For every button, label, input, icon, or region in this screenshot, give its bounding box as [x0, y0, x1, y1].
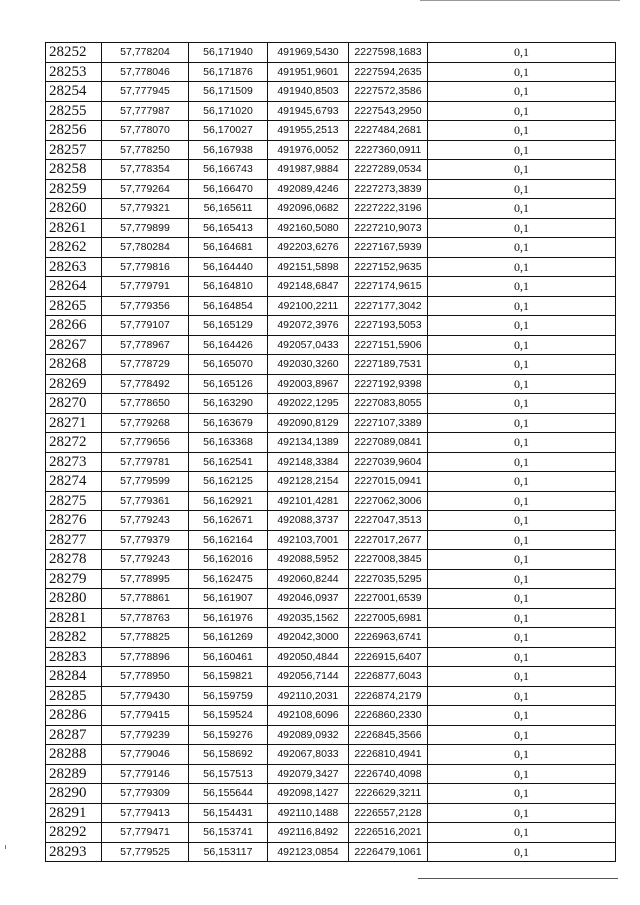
point-number-cell: 28292	[46, 823, 102, 843]
value-cell: 0,1	[428, 745, 616, 765]
x-coordinate-cell: 492079,3427	[268, 764, 349, 784]
point-number-cell: 28280	[46, 589, 102, 609]
point-number-cell: 28265	[46, 296, 102, 316]
latitude-cell: 57,779107	[102, 316, 189, 336]
y-coordinate-cell: 2227005,6981	[349, 608, 428, 628]
longitude-cell: 56,163290	[189, 394, 268, 414]
value-cell: 0,1	[428, 140, 616, 160]
top-rule	[420, 0, 620, 1]
y-coordinate-cell: 2227273,3839	[349, 179, 428, 199]
y-coordinate-cell: 2226860,2330	[349, 706, 428, 726]
y-coordinate-cell: 2226479,1061	[349, 842, 428, 862]
y-coordinate-cell: 2226915,6407	[349, 647, 428, 667]
longitude-cell: 56,164854	[189, 296, 268, 316]
table-row	[46, 394, 616, 414]
x-coordinate-cell: 491955,2513	[268, 121, 349, 141]
x-coordinate-cell: 492203,6276	[268, 238, 349, 258]
table-row	[46, 218, 616, 238]
table-row	[46, 335, 616, 355]
value-cell: 0,1	[428, 335, 616, 355]
latitude-cell: 57,779239	[102, 725, 189, 745]
value-cell: 0,1	[428, 218, 616, 238]
latitude-cell: 57,779146	[102, 764, 189, 784]
latitude-cell: 57,779781	[102, 452, 189, 472]
table-row	[46, 647, 616, 667]
x-coordinate-cell: 492072,3976	[268, 316, 349, 336]
point-number-cell: 28272	[46, 433, 102, 453]
longitude-cell: 56,166470	[189, 179, 268, 199]
latitude-cell: 57,780284	[102, 238, 189, 258]
table-row	[46, 62, 616, 82]
value-cell: 0,1	[428, 355, 616, 375]
latitude-cell: 57,778825	[102, 628, 189, 648]
latitude-cell: 57,779361	[102, 491, 189, 511]
table-row	[46, 413, 616, 433]
table-row	[46, 511, 616, 531]
value-cell: 0,1	[428, 394, 616, 414]
table-row	[46, 550, 616, 570]
x-coordinate-cell: 492088,5952	[268, 550, 349, 570]
longitude-cell: 56,165413	[189, 218, 268, 238]
longitude-cell: 56,162475	[189, 569, 268, 589]
y-coordinate-cell: 2226740,4098	[349, 764, 428, 784]
x-coordinate-cell: 492057,0433	[268, 335, 349, 355]
x-coordinate-cell: 492046,0937	[268, 589, 349, 609]
latitude-cell: 57,778250	[102, 140, 189, 160]
y-coordinate-cell: 2227047,3513	[349, 511, 428, 531]
table-row	[46, 472, 616, 492]
x-coordinate-cell: 492148,3384	[268, 452, 349, 472]
x-coordinate-cell: 492160,5080	[268, 218, 349, 238]
point-number-cell: 28257	[46, 140, 102, 160]
latitude-cell: 57,779046	[102, 745, 189, 765]
point-number-cell: 28254	[46, 82, 102, 102]
longitude-cell: 56,162125	[189, 472, 268, 492]
y-coordinate-cell: 2227152,9635	[349, 257, 428, 277]
y-coordinate-cell: 2227360,0911	[349, 140, 428, 160]
longitude-cell: 56,163679	[189, 413, 268, 433]
longitude-cell: 56,157513	[189, 764, 268, 784]
table-row	[46, 257, 616, 277]
y-coordinate-cell: 2227001,6539	[349, 589, 428, 609]
x-coordinate-cell: 491976,0052	[268, 140, 349, 160]
latitude-cell: 57,779413	[102, 803, 189, 823]
y-coordinate-cell: 2227177,3042	[349, 296, 428, 316]
latitude-cell: 57,779243	[102, 511, 189, 531]
table-row	[46, 589, 616, 609]
y-coordinate-cell: 2227484,2681	[349, 121, 428, 141]
point-number-cell: 28266	[46, 316, 102, 336]
longitude-cell: 56,170027	[189, 121, 268, 141]
value-cell: 0,1	[428, 316, 616, 336]
point-number-cell: 28278	[46, 550, 102, 570]
value-cell: 0,1	[428, 257, 616, 277]
table-row	[46, 238, 616, 258]
latitude-cell: 57,778763	[102, 608, 189, 628]
x-coordinate-cell: 492103,7001	[268, 530, 349, 550]
value-cell: 0,1	[428, 121, 616, 141]
coordinates-table	[45, 42, 616, 862]
value-cell: 0,1	[428, 667, 616, 687]
longitude-cell: 56,158692	[189, 745, 268, 765]
value-cell: 0,1	[428, 803, 616, 823]
value-cell: 0,1	[428, 82, 616, 102]
y-coordinate-cell: 2227289,0534	[349, 160, 428, 180]
longitude-cell: 56,159759	[189, 686, 268, 706]
point-number-cell: 28273	[46, 452, 102, 472]
table-row	[46, 296, 616, 316]
table-row	[46, 199, 616, 219]
latitude-cell: 57,779264	[102, 179, 189, 199]
value-cell: 0,1	[428, 784, 616, 804]
latitude-cell: 57,779309	[102, 784, 189, 804]
value-cell: 0,1	[428, 823, 616, 843]
latitude-cell: 57,778070	[102, 121, 189, 141]
latitude-cell: 57,779321	[102, 199, 189, 219]
longitude-cell: 56,162671	[189, 511, 268, 531]
table-row	[46, 686, 616, 706]
value-cell: 0,1	[428, 296, 616, 316]
y-coordinate-cell: 2226874,2179	[349, 686, 428, 706]
value-cell: 0,1	[428, 764, 616, 784]
latitude-cell: 57,779899	[102, 218, 189, 238]
latitude-cell: 57,778995	[102, 569, 189, 589]
y-coordinate-cell: 2227594,2635	[349, 62, 428, 82]
x-coordinate-cell: 492060,8244	[268, 569, 349, 589]
latitude-cell: 57,779656	[102, 433, 189, 453]
point-number-cell: 28290	[46, 784, 102, 804]
point-number-cell: 28268	[46, 355, 102, 375]
y-coordinate-cell: 2227192,9398	[349, 374, 428, 394]
latitude-cell: 57,779379	[102, 530, 189, 550]
latitude-cell: 57,779430	[102, 686, 189, 706]
point-number-cell: 28276	[46, 511, 102, 531]
x-coordinate-cell: 492128,2154	[268, 472, 349, 492]
point-number-cell: 28260	[46, 199, 102, 219]
point-number-cell: 28282	[46, 628, 102, 648]
y-coordinate-cell: 2227083,8055	[349, 394, 428, 414]
latitude-cell: 57,778896	[102, 647, 189, 667]
point-number-cell: 28283	[46, 647, 102, 667]
table-row	[46, 745, 616, 765]
margin-mark	[5, 845, 6, 849]
latitude-cell: 57,779356	[102, 296, 189, 316]
value-cell: 0,1	[428, 179, 616, 199]
table-row	[46, 160, 616, 180]
longitude-cell: 56,159821	[189, 667, 268, 687]
longitude-cell: 56,167938	[189, 140, 268, 160]
table-row	[46, 842, 616, 862]
y-coordinate-cell: 2227222,3196	[349, 199, 428, 219]
longitude-cell: 56,164810	[189, 277, 268, 297]
longitude-cell: 56,165126	[189, 374, 268, 394]
longitude-cell: 56,160461	[189, 647, 268, 667]
y-coordinate-cell: 2227174,9615	[349, 277, 428, 297]
table-row	[46, 784, 616, 804]
latitude-cell: 57,777987	[102, 101, 189, 121]
point-number-cell: 28293	[46, 842, 102, 862]
longitude-cell: 56,166743	[189, 160, 268, 180]
x-coordinate-cell: 491969,5430	[268, 43, 349, 63]
point-number-cell: 28274	[46, 472, 102, 492]
point-number-cell: 28284	[46, 667, 102, 687]
point-number-cell: 28267	[46, 335, 102, 355]
longitude-cell: 56,161976	[189, 608, 268, 628]
x-coordinate-cell: 492089,4246	[268, 179, 349, 199]
point-number-cell: 28271	[46, 413, 102, 433]
point-number-cell: 28285	[46, 686, 102, 706]
value-cell: 0,1	[428, 101, 616, 121]
table-row	[46, 82, 616, 102]
point-number-cell: 28264	[46, 277, 102, 297]
x-coordinate-cell: 492096,0682	[268, 199, 349, 219]
table-row	[46, 316, 616, 336]
latitude-cell: 57,779243	[102, 550, 189, 570]
y-coordinate-cell: 2226629,3211	[349, 784, 428, 804]
point-number-cell: 28291	[46, 803, 102, 823]
value-cell: 0,1	[428, 511, 616, 531]
value-cell: 0,1	[428, 569, 616, 589]
y-coordinate-cell: 2227598,1683	[349, 43, 428, 63]
latitude-cell: 57,779415	[102, 706, 189, 726]
value-cell: 0,1	[428, 238, 616, 258]
longitude-cell: 56,161907	[189, 589, 268, 609]
longitude-cell: 56,159276	[189, 725, 268, 745]
x-coordinate-cell: 492035,1562	[268, 608, 349, 628]
y-coordinate-cell: 2226810,4941	[349, 745, 428, 765]
longitude-cell: 56,153117	[189, 842, 268, 862]
longitude-cell: 56,171876	[189, 62, 268, 82]
table-row	[46, 725, 616, 745]
x-coordinate-cell: 492098,1427	[268, 784, 349, 804]
x-coordinate-cell: 492101,4281	[268, 491, 349, 511]
x-coordinate-cell: 491987,9884	[268, 160, 349, 180]
y-coordinate-cell: 2227015,0941	[349, 472, 428, 492]
longitude-cell: 56,154431	[189, 803, 268, 823]
table-row	[46, 608, 616, 628]
y-coordinate-cell: 2227039,9604	[349, 452, 428, 472]
y-coordinate-cell: 2227572,3586	[349, 82, 428, 102]
longitude-cell: 56,162164	[189, 530, 268, 550]
point-number-cell: 28275	[46, 491, 102, 511]
longitude-cell: 56,165070	[189, 355, 268, 375]
longitude-cell: 56,164426	[189, 335, 268, 355]
x-coordinate-cell: 492110,2031	[268, 686, 349, 706]
x-coordinate-cell: 492108,6096	[268, 706, 349, 726]
x-coordinate-cell: 491951,9601	[268, 62, 349, 82]
y-coordinate-cell: 2227167,5939	[349, 238, 428, 258]
x-coordinate-cell: 492003,8967	[268, 374, 349, 394]
longitude-cell: 56,155644	[189, 784, 268, 804]
value-cell: 0,1	[428, 277, 616, 297]
table-row	[46, 667, 616, 687]
y-coordinate-cell: 2227062,3006	[349, 491, 428, 511]
table-body	[46, 43, 616, 862]
point-number-cell: 28263	[46, 257, 102, 277]
y-coordinate-cell: 2227008,3845	[349, 550, 428, 570]
y-coordinate-cell: 2227035,5295	[349, 569, 428, 589]
x-coordinate-cell: 492030,3260	[268, 355, 349, 375]
value-cell: 0,1	[428, 472, 616, 492]
table-row	[46, 101, 616, 121]
table-row	[46, 530, 616, 550]
y-coordinate-cell: 2227151,5906	[349, 335, 428, 355]
table-row	[46, 433, 616, 453]
point-number-cell: 28261	[46, 218, 102, 238]
y-coordinate-cell: 2227189,7531	[349, 355, 428, 375]
value-cell: 0,1	[428, 589, 616, 609]
longitude-cell: 56,162016	[189, 550, 268, 570]
latitude-cell: 57,779268	[102, 413, 189, 433]
x-coordinate-cell: 492116,8492	[268, 823, 349, 843]
value-cell: 0,1	[428, 608, 616, 628]
point-number-cell: 28255	[46, 101, 102, 121]
point-number-cell: 28258	[46, 160, 102, 180]
value-cell: 0,1	[428, 413, 616, 433]
point-number-cell: 28279	[46, 569, 102, 589]
x-coordinate-cell: 492088,3737	[268, 511, 349, 531]
latitude-cell: 57,778650	[102, 394, 189, 414]
point-number-cell: 28287	[46, 725, 102, 745]
point-number-cell: 28270	[46, 394, 102, 414]
x-coordinate-cell: 492123,0854	[268, 842, 349, 862]
value-cell: 0,1	[428, 550, 616, 570]
point-number-cell: 28281	[46, 608, 102, 628]
value-cell: 0,1	[428, 452, 616, 472]
x-coordinate-cell: 492022,1295	[268, 394, 349, 414]
value-cell: 0,1	[428, 725, 616, 745]
y-coordinate-cell: 2226516,2021	[349, 823, 428, 843]
value-cell: 0,1	[428, 628, 616, 648]
y-coordinate-cell: 2226877,6043	[349, 667, 428, 687]
latitude-cell: 57,778046	[102, 62, 189, 82]
longitude-cell: 56,153741	[189, 823, 268, 843]
latitude-cell: 57,779525	[102, 842, 189, 862]
point-number-cell: 28259	[46, 179, 102, 199]
x-coordinate-cell: 492067,8033	[268, 745, 349, 765]
value-cell: 0,1	[428, 433, 616, 453]
point-number-cell: 28269	[46, 374, 102, 394]
x-coordinate-cell: 492134,1389	[268, 433, 349, 453]
latitude-cell: 57,779471	[102, 823, 189, 843]
latitude-cell: 57,778861	[102, 589, 189, 609]
x-coordinate-cell: 492089,0932	[268, 725, 349, 745]
latitude-cell: 57,778354	[102, 160, 189, 180]
value-cell: 0,1	[428, 43, 616, 63]
latitude-cell: 57,778950	[102, 667, 189, 687]
table-row	[46, 43, 616, 63]
longitude-cell: 56,165129	[189, 316, 268, 336]
value-cell: 0,1	[428, 374, 616, 394]
y-coordinate-cell: 2226557,2128	[349, 803, 428, 823]
point-number-cell: 28252	[46, 43, 102, 63]
x-coordinate-cell: 492110,1488	[268, 803, 349, 823]
value-cell: 0,1	[428, 62, 616, 82]
longitude-cell: 56,163368	[189, 433, 268, 453]
table-row	[46, 628, 616, 648]
x-coordinate-cell: 492050,4844	[268, 647, 349, 667]
y-coordinate-cell: 2227193,5053	[349, 316, 428, 336]
table-row	[46, 491, 616, 511]
value-cell: 0,1	[428, 530, 616, 550]
longitude-cell: 56,171940	[189, 43, 268, 63]
table-row	[46, 277, 616, 297]
value-cell: 0,1	[428, 491, 616, 511]
table-row	[46, 374, 616, 394]
y-coordinate-cell: 2226845,3566	[349, 725, 428, 745]
point-number-cell: 28256	[46, 121, 102, 141]
longitude-cell: 56,164440	[189, 257, 268, 277]
x-coordinate-cell: 492148,6847	[268, 277, 349, 297]
longitude-cell: 56,164681	[189, 238, 268, 258]
point-number-cell: 28253	[46, 62, 102, 82]
point-number-cell: 28277	[46, 530, 102, 550]
value-cell: 0,1	[428, 647, 616, 667]
y-coordinate-cell: 2227017,2677	[349, 530, 428, 550]
x-coordinate-cell: 492090,8129	[268, 413, 349, 433]
x-coordinate-cell: 491940,8503	[268, 82, 349, 102]
table-row	[46, 355, 616, 375]
latitude-cell: 57,777945	[102, 82, 189, 102]
longitude-cell: 56,162921	[189, 491, 268, 511]
value-cell: 0,1	[428, 842, 616, 862]
longitude-cell: 56,171509	[189, 82, 268, 102]
table-row	[46, 121, 616, 141]
latitude-cell: 57,778967	[102, 335, 189, 355]
point-number-cell: 28289	[46, 764, 102, 784]
y-coordinate-cell: 2227107,3389	[349, 413, 428, 433]
longitude-cell: 56,159524	[189, 706, 268, 726]
x-coordinate-cell: 492042,3000	[268, 628, 349, 648]
latitude-cell: 57,779791	[102, 277, 189, 297]
table-row	[46, 764, 616, 784]
y-coordinate-cell: 2227089,0841	[349, 433, 428, 453]
table-row	[46, 706, 616, 726]
value-cell: 0,1	[428, 199, 616, 219]
x-coordinate-cell: 492100,2211	[268, 296, 349, 316]
table-row	[46, 823, 616, 843]
point-number-cell: 28262	[46, 238, 102, 258]
longitude-cell: 56,161269	[189, 628, 268, 648]
longitude-cell: 56,171020	[189, 101, 268, 121]
x-coordinate-cell: 492151,5898	[268, 257, 349, 277]
table-row	[46, 140, 616, 160]
table-row	[46, 179, 616, 199]
value-cell: 0,1	[428, 706, 616, 726]
longitude-cell: 56,165611	[189, 199, 268, 219]
latitude-cell: 57,778729	[102, 355, 189, 375]
x-coordinate-cell: 492056,7144	[268, 667, 349, 687]
point-number-cell: 28286	[46, 706, 102, 726]
x-coordinate-cell: 491945,6793	[268, 101, 349, 121]
point-number-cell: 28288	[46, 745, 102, 765]
latitude-cell: 57,778492	[102, 374, 189, 394]
y-coordinate-cell: 2227210,9073	[349, 218, 428, 238]
longitude-cell: 56,162541	[189, 452, 268, 472]
table-row	[46, 452, 616, 472]
latitude-cell: 57,779599	[102, 472, 189, 492]
table-row	[46, 803, 616, 823]
y-coordinate-cell: 2227543,2950	[349, 101, 428, 121]
bottom-rule	[418, 878, 618, 879]
y-coordinate-cell: 2226963,6741	[349, 628, 428, 648]
value-cell: 0,1	[428, 686, 616, 706]
value-cell: 0,1	[428, 160, 616, 180]
latitude-cell: 57,779816	[102, 257, 189, 277]
latitude-cell: 57,778204	[102, 43, 189, 63]
table-row	[46, 569, 616, 589]
